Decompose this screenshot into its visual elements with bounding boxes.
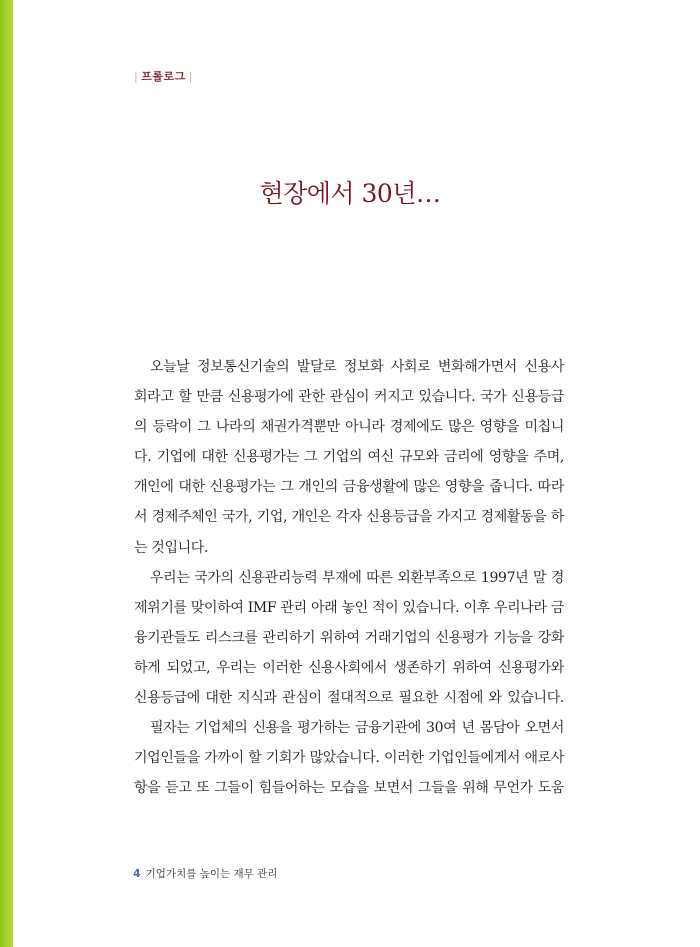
text-line: 의 등락이 그 나라의 채권가격뿐만 아니라 경제에도 많은 영향을 미칩니 — [134, 419, 564, 436]
text-line: 오늘날 정보통신기술의 발달로 정보화 사회로 변화해가면서 신용사 — [150, 359, 564, 375]
text-line: 개인에 대한 신용평가는 그 개인의 금융생활에 많은 영향을 줍니다. 따라 — [134, 479, 564, 496]
text-line: 기업인들을 가까이 할 기회가 많았습니다. 이러한 기업인들에게서 애로사 — [134, 750, 564, 767]
text-line: 필자는 기업체의 신용을 평가하는 금융기관에 30여 년 몸담아 오면서 — [150, 720, 564, 737]
section-label — [131, 68, 196, 84]
label-divider-right: | — [188, 70, 193, 83]
text-line: 항을 듣고 또 그들이 힘들어하는 모습을 보면서 그들을 위해 무언가 도움 — [134, 780, 564, 797]
text-line: 하게 되었고, 우리는 이러한 신용사회에서 생존하기 위하여 신용평가와 — [134, 659, 564, 676]
text-line: 회라고 할 만큼 신용평가에 관한 관심이 커지고 있습니다. 국가 신용등급 — [134, 389, 564, 406]
text-line: 융기관들도 리스크를 관리하기 위하여 거래기업의 신용평가 기능을 강화 — [134, 629, 564, 646]
text-line: 서 경제주체인 국가, 기업, 개인은 각자 신용등급을 가지고 경제활동을 하 — [134, 509, 564, 526]
text-line: 우리는 국가의 신용관리능력 부재에 따른 외환부족으로 1997년 말 경 — [150, 569, 564, 586]
section-label-text: 프롤로그 — [141, 70, 186, 83]
text-line: 는 것입니다. — [134, 539, 209, 556]
text-line: 제위기를 맞이하여 IMF 관리 아래 놓인 적이 있습니다. 이후 우리나라 금 — [134, 599, 564, 616]
text-line: 다. 기업에 대한 신용평가는 그 기업의 여신 규모와 금리에 영향을 주며, — [134, 449, 564, 466]
book-title: 기업가치를 높이는 재무 관리 — [145, 868, 278, 880]
chapter-title: 현장에서 30년… — [259, 179, 441, 208]
page-footer — [133, 866, 277, 881]
page-edge-bar — [0, 0, 13, 947]
body-text — [134, 352, 564, 803]
label-divider-left: | — [134, 70, 139, 83]
text-line: 신용등급에 대한 지식과 관심이 절대적으로 필요한 시점에 와 있습니다. — [134, 690, 564, 707]
page-number: 4 — [133, 867, 141, 880]
